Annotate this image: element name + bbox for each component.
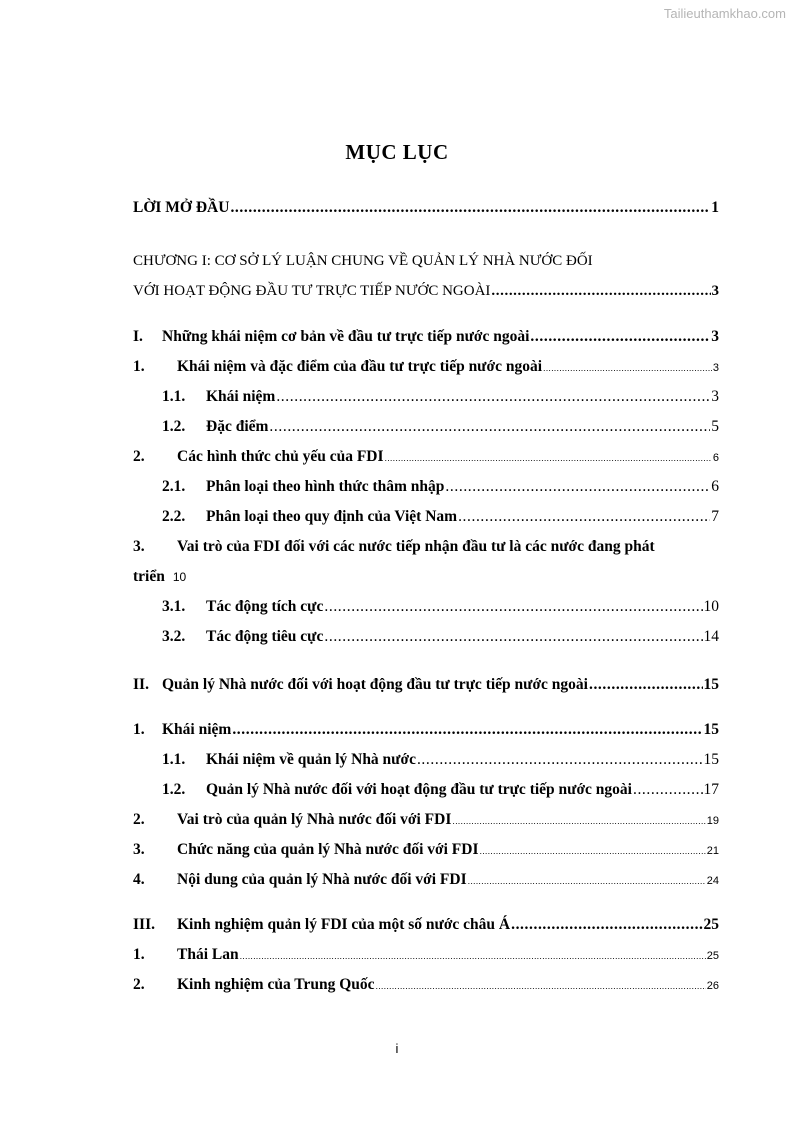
toc-entry-page: 3 xyxy=(711,328,719,345)
toc-entry-label: Quản lý Nhà nước đối với hoạt động đầu tư trực tiếp nước ngoài xyxy=(206,781,632,798)
toc-entry-page: 6 xyxy=(712,452,719,464)
toc-entry-page: 19 xyxy=(706,815,719,827)
toc-entry-number: 1. xyxy=(133,946,145,963)
toc-entry-ii-1-2[interactable] xyxy=(162,781,719,799)
toc-entry-number: 2.1. xyxy=(162,478,186,495)
toc-entry-page: 10 xyxy=(703,598,719,615)
watermark: Tailieuthamkhao.com xyxy=(663,6,786,21)
dot-leader xyxy=(324,628,702,646)
dot-leader xyxy=(276,388,710,406)
toc-entry-section-1[interactable] xyxy=(133,328,719,346)
dot-leader xyxy=(458,508,710,526)
toc-entry-number: 2. xyxy=(133,811,145,828)
toc-entry-number: 1.1. xyxy=(162,751,186,768)
toc-entry-number: 2. xyxy=(133,976,145,993)
toc-entry-number: II. xyxy=(133,676,149,693)
toc-entry-page: 6 xyxy=(711,478,719,495)
toc-entry-ii-1[interactable] xyxy=(133,721,719,739)
toc-entry-1-1[interactable] xyxy=(162,388,719,406)
toc-entry-number: 3. xyxy=(133,538,145,555)
toc-entry-number: 2.2. xyxy=(162,508,186,525)
toc-entry-page: 3 xyxy=(712,362,719,374)
toc-entry-ii-4[interactable] xyxy=(133,871,719,889)
toc-entry-number: 1.2. xyxy=(162,418,186,435)
toc-entry-label: VỚI HOẠT ĐỘNG ĐẦU TƯ TRỰC TIẾP NƯỚC NGOÀI xyxy=(133,283,491,299)
toc-entry-iii-1[interactable] xyxy=(133,946,719,964)
toc-entry-page: 14 xyxy=(703,628,719,645)
toc-entry-number: 3.1. xyxy=(162,598,186,615)
toc-entry-3-2[interactable] xyxy=(162,628,719,646)
toc-entry-number: I. xyxy=(133,328,143,345)
dot-leader xyxy=(633,781,703,799)
toc-entry-number: 3.2. xyxy=(162,628,186,645)
dot-leader xyxy=(230,199,710,217)
toc-entry-label: Khái niệm xyxy=(206,388,276,405)
page-number-footer: i xyxy=(395,1041,399,1056)
dot-leader xyxy=(468,876,706,886)
toc-entry-label: Khái niệm và đặc điểm của đầu tư trực tiếp nước ngoài xyxy=(177,358,542,375)
toc-entry-label: Quản lý Nhà nước đối với hoạt động đầu tư trực tiếp nước ngoài xyxy=(162,676,588,693)
toc-entry-2[interactable] xyxy=(133,448,719,466)
toc-entry-label: Đặc điểm xyxy=(206,418,269,435)
dot-leader xyxy=(491,283,710,300)
toc-entry-2-2[interactable] xyxy=(162,508,719,526)
toc-entry-page: 1 xyxy=(711,199,719,216)
toc-entry-label: Phân loại theo quy định của Việt Nam xyxy=(206,508,458,525)
toc-entry-number: III. xyxy=(133,916,155,933)
toc-entry-1-2[interactable] xyxy=(162,418,719,436)
toc-entry-label: Nội dung của quản lý Nhà nước đối với FDI xyxy=(177,871,467,888)
toc-entry-page: 3 xyxy=(711,283,719,299)
toc-entry-label: Các hình thức chủ yếu của FDI xyxy=(177,448,384,465)
toc-entry-label: Vai trò của FDI đối với các nước tiếp nhận đầu tư là các nước đang phát xyxy=(177,538,655,555)
toc-entry-label: Khái niệm về quản lý Nhà nước xyxy=(206,751,416,768)
dot-leader xyxy=(480,846,706,856)
dot-leader xyxy=(543,363,712,373)
dot-leader xyxy=(530,328,710,346)
toc-entry-page: 15 xyxy=(703,676,719,693)
toc-entry-2-1[interactable] xyxy=(162,478,719,496)
toc-entry-1[interactable] xyxy=(133,358,719,376)
dot-leader xyxy=(417,751,703,769)
dot-leader xyxy=(240,951,706,961)
dot-leader xyxy=(269,418,710,436)
toc-entry-page: 3 xyxy=(711,388,719,405)
dot-leader xyxy=(452,816,705,826)
dot-leader xyxy=(232,721,702,739)
toc-entry-label: Tác động tiêu cực xyxy=(206,628,324,645)
toc-entry-page: 15 xyxy=(703,721,719,738)
toc-entry-ii-3[interactable] xyxy=(133,841,719,859)
dot-leader xyxy=(445,478,710,496)
toc-entry-label: Khái niệm xyxy=(162,721,232,738)
toc-entry-3-line2[interactable] xyxy=(133,568,186,586)
toc-entry-label: Thái Lan xyxy=(177,946,239,963)
toc-entry-label-cont: triển xyxy=(133,568,165,585)
dot-leader xyxy=(385,453,712,463)
toc-entry-label: LỜI MỞ ĐẦU xyxy=(133,199,230,216)
dot-leader xyxy=(589,676,703,694)
toc-entry-page: 17 xyxy=(703,781,719,798)
toc-entry-page: 26 xyxy=(706,980,719,992)
toc-entry-page: 7 xyxy=(711,508,719,525)
toc-entry-page: 15 xyxy=(703,751,719,768)
toc-entry-page: 10 xyxy=(172,570,187,584)
toc-entry-section-3[interactable] xyxy=(133,916,719,934)
toc-entry-label: Kinh nghiệm của Trung Quốc xyxy=(177,976,375,993)
dot-leader xyxy=(376,981,706,991)
toc-entry-label: Những khái niệm cơ bản về đầu tư trực tiếp nước ngoài xyxy=(162,328,530,345)
toc-entry-ii-1-1[interactable] xyxy=(162,751,719,769)
toc-entry-page: 21 xyxy=(706,845,719,857)
toc-entry-label: CHƯƠNG I: CƠ SỞ LÝ LUẬN CHUNG VỀ QUẢN LÝ NHÀ NƯỚC ĐỐI xyxy=(133,253,593,269)
toc-entry-number: 1.1. xyxy=(162,388,186,405)
toc-entry-number: 1. xyxy=(133,358,145,375)
toc-entry-page: 5 xyxy=(711,418,719,435)
toc-entry-label: Vai trò của quản lý Nhà nước đối với FDI xyxy=(177,811,452,828)
toc-entry-iii-2[interactable] xyxy=(133,976,719,994)
toc-entry-number: 1. xyxy=(133,721,145,738)
toc-entry-label: Chức năng của quản lý Nhà nước đối với FDI xyxy=(177,841,479,858)
toc-entry-ii-2[interactable] xyxy=(133,811,719,829)
toc-entry-chapter-1-line1[interactable] xyxy=(133,253,593,270)
toc-entry-label: Tác động tích cực xyxy=(206,598,324,615)
toc-entry-page: 25 xyxy=(706,950,719,962)
toc-entry-chapter-1-line2[interactable] xyxy=(133,283,719,300)
toc-entry-intro[interactable] xyxy=(133,199,719,217)
toc-entry-number: 1.2. xyxy=(162,781,186,798)
toc-entry-number: 3. xyxy=(133,841,145,858)
toc-entry-3-1[interactable] xyxy=(162,598,719,616)
dot-leader xyxy=(324,598,702,616)
page-title: MỤC LỤC xyxy=(345,140,449,164)
toc-entry-section-2[interactable] xyxy=(133,676,719,694)
toc-entry-page: 25 xyxy=(703,916,719,933)
dot-leader xyxy=(511,916,702,934)
toc-entry-label: Kinh nghiệm quản lý FDI của một số nước châu Á xyxy=(177,916,511,933)
toc-entry-number: 4. xyxy=(133,871,145,888)
toc-entry-label: Phân loại theo hình thức thâm nhập xyxy=(206,478,445,495)
toc-entry-page: 24 xyxy=(706,875,719,887)
toc-entry-number: 2. xyxy=(133,448,145,465)
toc-entry-3-line1[interactable] xyxy=(133,538,655,556)
